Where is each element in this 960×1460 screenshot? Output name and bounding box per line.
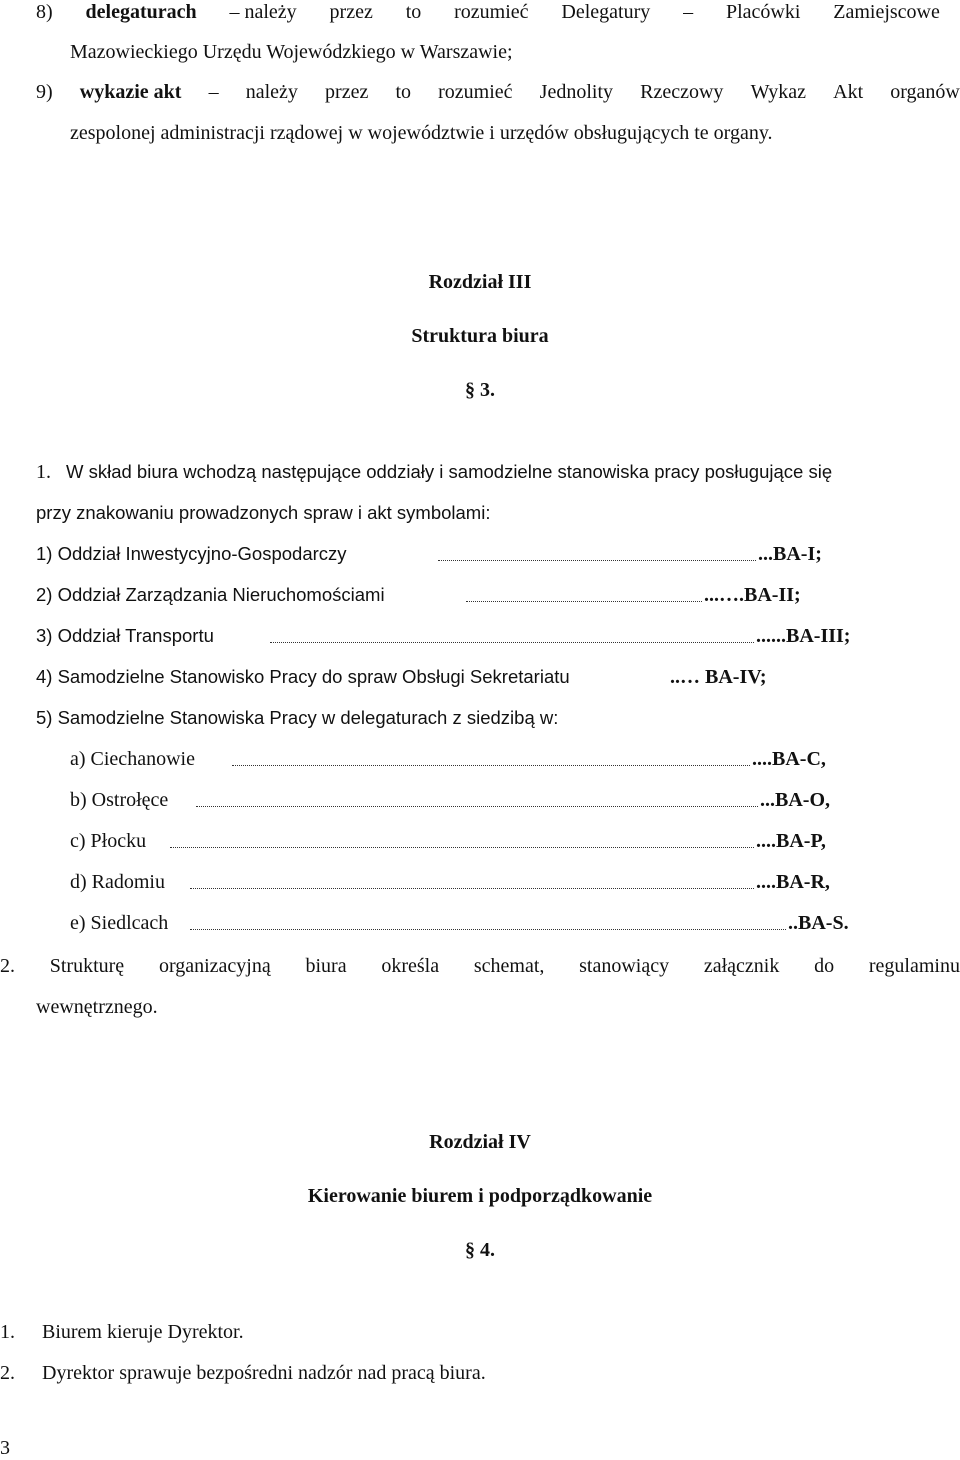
word: rozumieć	[438, 81, 513, 103]
word: określa	[381, 955, 440, 977]
unit-4-label: 4) Samodzielne Stanowisko Pracy do spraw Obsługi Sekretariatu	[36, 666, 570, 687]
definition-8-line1	[36, 0, 940, 24]
word: należy	[245, 81, 298, 103]
section-1-line1: W skład biura wchodzą następujące oddziały i samodzielne stanowiska pracy posługujące się	[66, 461, 833, 482]
definition-8-line2: Mazowieckiego Urzędu Wojewódzkiego w Warszawie;	[70, 41, 513, 63]
unit-3-label: 3) Oddział Transportu	[36, 625, 214, 646]
word: to	[395, 81, 412, 103]
word: – należy	[229, 1, 297, 23]
leader-dots	[438, 560, 756, 561]
unit-3-code: ......BA-III;	[756, 625, 851, 647]
delegation-c-label: c) Płocku	[70, 830, 147, 852]
leader-dots	[190, 888, 754, 889]
word: przez	[329, 1, 373, 23]
leader-dots	[190, 929, 786, 930]
unit-2-label: 2) Oddział Zarządzania Nieruchomościami	[36, 584, 385, 605]
section-1-number: 1.	[36, 461, 51, 483]
delegation-a-label: a) Ciechanowie	[70, 748, 195, 770]
unit-5-label: 5) Samodzielne Stanowiska Pracy w delegaturach z siedzibą w:	[36, 707, 559, 728]
word: Rzeczowy	[640, 81, 724, 103]
delegation-b-label: b) Ostrołęce	[70, 789, 169, 811]
word: załącznik	[703, 955, 780, 977]
word: Akt	[833, 81, 864, 103]
chapter-4-item-2-number: 2.	[0, 1362, 15, 1384]
leader-dots	[270, 642, 754, 643]
delegation-d-code: ....BA-R,	[756, 871, 830, 893]
chapter-3-paragraph: § 3.	[465, 379, 495, 401]
delegation-e-code: ..BA-S.	[788, 912, 849, 934]
chapter-4-item-1-number: 1.	[0, 1321, 15, 1343]
section-2-line2: wewnętrznego.	[36, 996, 158, 1018]
chapter-4-item-1-text: Biurem kieruje Dyrektor.	[42, 1321, 244, 1343]
word: biura	[305, 955, 347, 977]
word: Wykaz	[750, 81, 806, 103]
chapter-4-title: Kierowanie biurem i podporządkowanie	[307, 1185, 653, 1207]
section-1-line2: przy znakowaniu prowadzonych spraw i akt symbolami:	[36, 502, 491, 523]
definition-term: wykazie akt	[79, 81, 182, 103]
word: do	[814, 955, 835, 977]
leader-dots	[466, 601, 702, 602]
unit-1-label: 1) Oddział Inwestycyjno-Gospodarczy	[36, 543, 347, 564]
word: organizacyjną	[158, 955, 271, 977]
definition-term: delegaturach	[85, 1, 197, 23]
chapter-3-label: Rozdział III	[428, 271, 532, 293]
word: to	[405, 1, 422, 23]
word: rozumieć	[454, 1, 529, 23]
word: Jednolity	[539, 81, 614, 103]
definition-9-line1	[36, 80, 960, 104]
word: schemat,	[473, 955, 545, 977]
delegation-c-code: ....BA-P,	[756, 830, 826, 852]
word: Strukturę	[49, 955, 125, 977]
page-number: 3	[0, 1437, 10, 1459]
chapter-3-title: Struktura biura	[411, 325, 549, 347]
definition-number: 9)	[36, 81, 53, 103]
leader-dots	[196, 806, 758, 807]
delegation-a-code: ....BA-C,	[752, 748, 826, 770]
chapter-4-paragraph: § 4.	[465, 1239, 495, 1261]
word: Zamiejscowe	[833, 1, 940, 23]
word: Placówki	[725, 1, 801, 23]
definition-number: 8)	[36, 1, 53, 23]
unit-4-code: ..… BA-IV;	[670, 666, 767, 688]
word: przez	[325, 81, 369, 103]
chapter-4-item-2-text: Dyrektor sprawuje bezpośredni nadzór nad pracą biura.	[42, 1362, 486, 1384]
delegation-e-label: e) Siedlcach	[70, 912, 169, 934]
section-2-line1	[0, 954, 960, 978]
word: Delegatury	[561, 1, 651, 23]
delegation-d-label: d) Radomiu	[70, 871, 165, 893]
unit-1-code: ...BA-I;	[758, 543, 822, 565]
word: organów	[890, 81, 960, 103]
leader-dots	[232, 765, 750, 766]
word: –	[208, 81, 219, 103]
chapter-4-label: Rozdział IV	[429, 1131, 531, 1153]
word: regulaminu	[868, 955, 960, 977]
unit-2-code: ...….BA-II;	[704, 584, 801, 606]
word: –	[683, 1, 694, 23]
section-2-number: 2.	[0, 955, 15, 977]
leader-dots	[170, 847, 754, 848]
delegation-b-code: ...BA-O,	[760, 789, 830, 811]
definition-9-line2: zespolonej administracji rządowej w województwie i urzędów obsługujących te organy.	[70, 122, 773, 144]
word: stanowiący	[579, 955, 670, 977]
